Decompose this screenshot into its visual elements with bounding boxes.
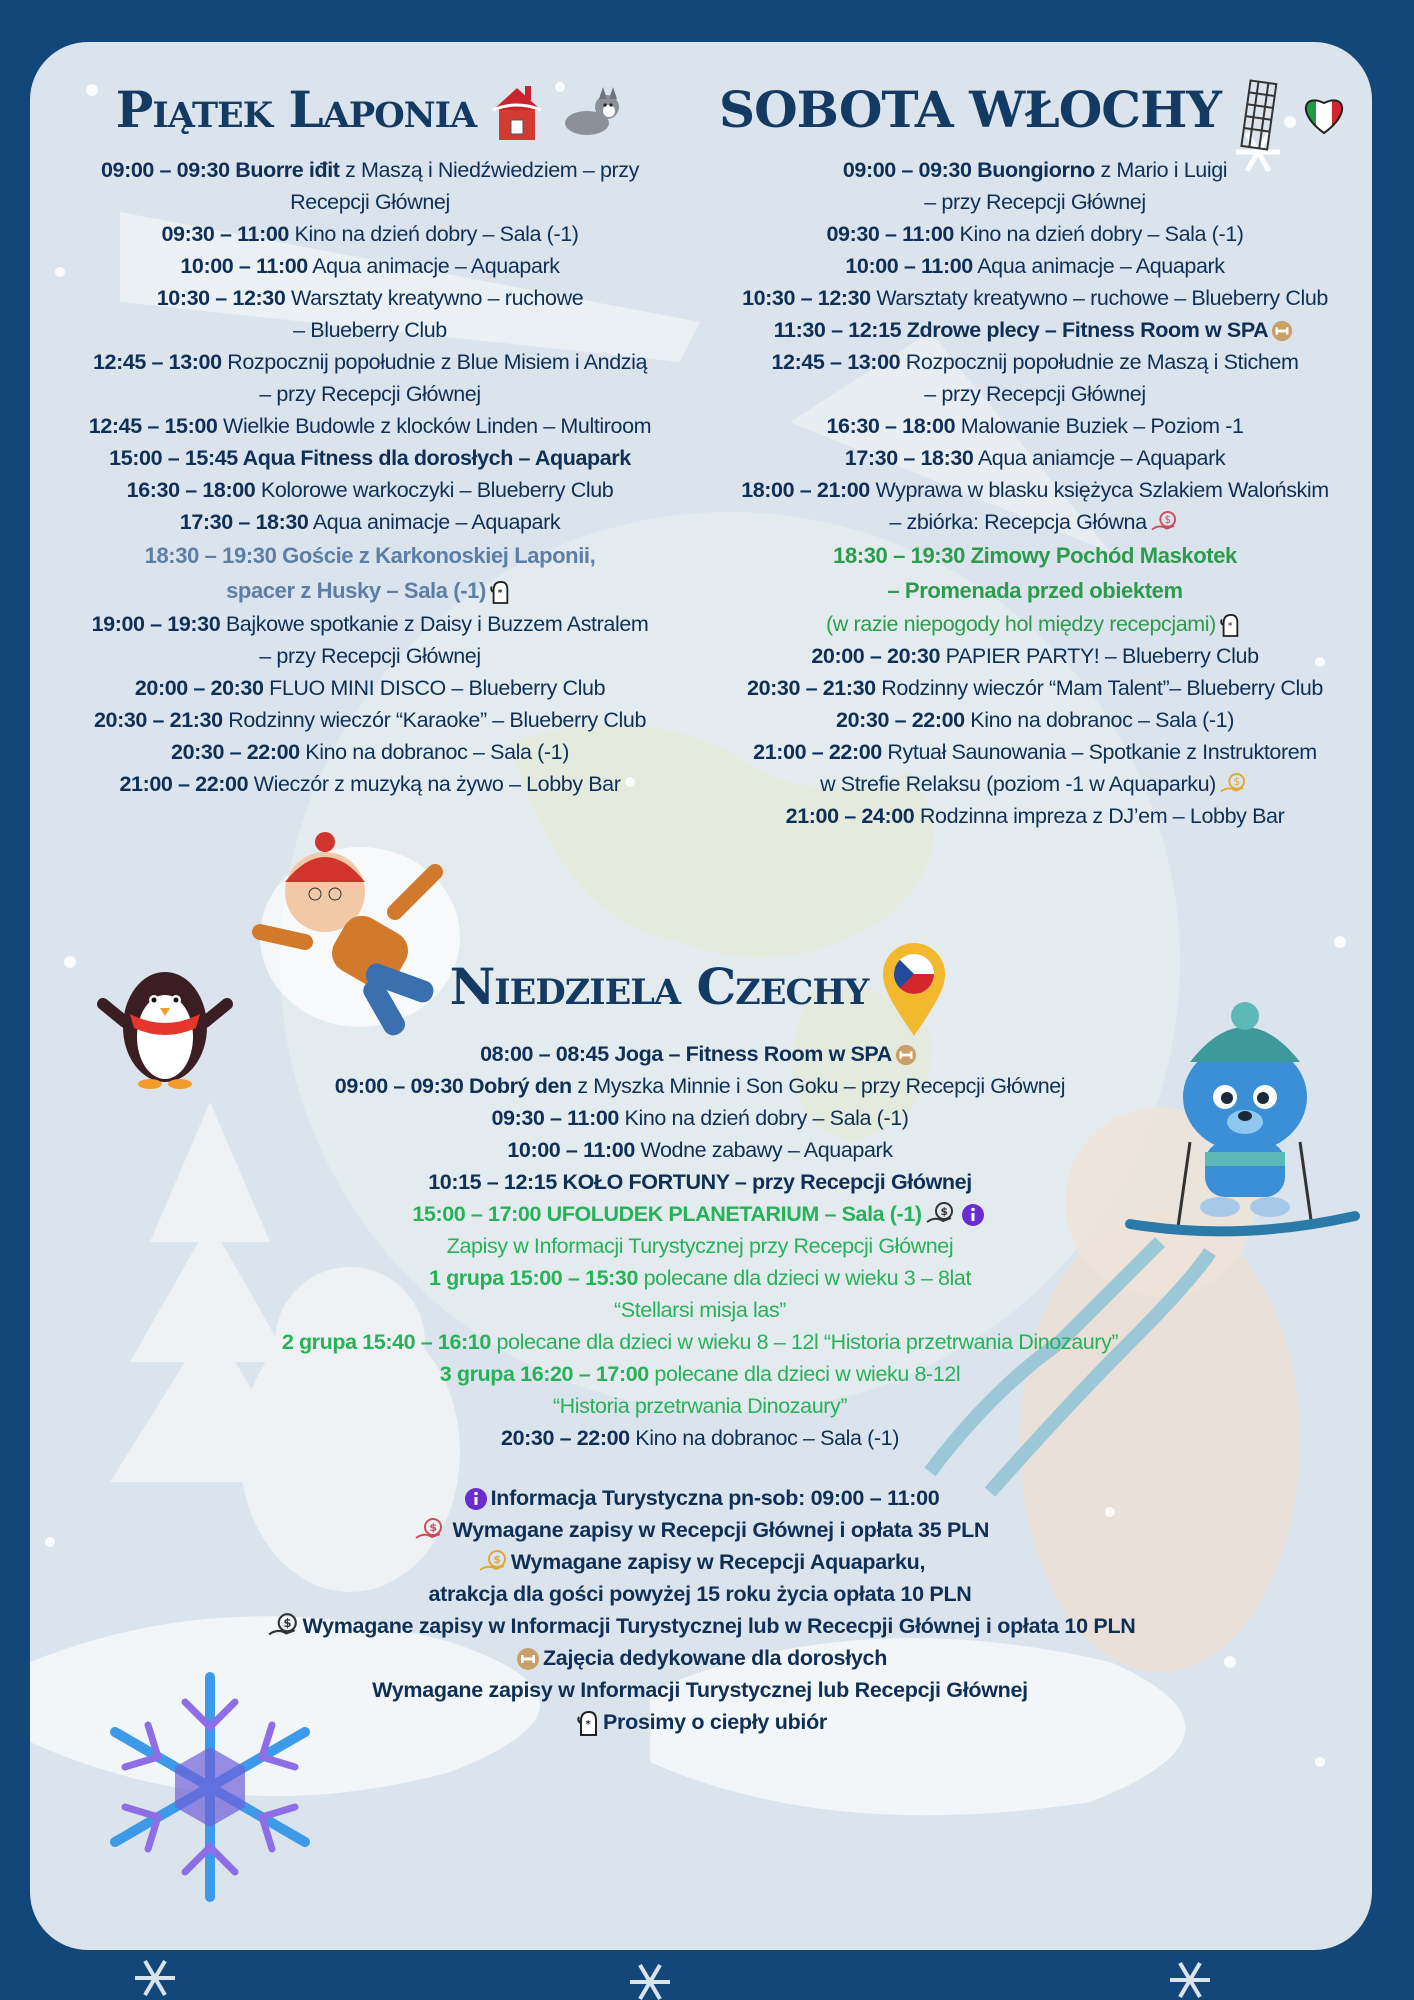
schedule-line	[705, 800, 1365, 832]
pay-hand-icon	[478, 1550, 508, 1576]
event-description: Aqua animacje – Aquapark	[308, 510, 561, 534]
parade-note-line: (w razie niepogody hol między recepcjami) *	[705, 608, 1365, 640]
special-event-line: spacer z Husky – Sala (-1) *	[40, 573, 700, 608]
husky-icon	[561, 87, 621, 139]
event-time: 10:00 – 11:00	[180, 254, 308, 278]
pisa-tower-icon	[1234, 74, 1284, 152]
event-description: PAPIER PARTY! – Blueberry Club	[940, 644, 1259, 668]
mitten-icon	[489, 579, 511, 605]
schedule-line	[40, 250, 700, 282]
event-time: 17:30 – 18:30	[179, 510, 309, 534]
event-description: Wyprawa w blasku księżyca Szlakiem Walońskim	[869, 478, 1329, 502]
schedule-line	[705, 410, 1365, 442]
pay-hand-icon	[1150, 511, 1178, 535]
svg-text:*: *	[585, 1719, 591, 1731]
event-description: Aqua aniamcje – Aquapark	[973, 446, 1226, 470]
legend-aqua: $ Wymagane zapisy w Recepcji Aquaparku,	[150, 1546, 1250, 1578]
friday-column	[40, 72, 700, 800]
schedule-line	[40, 346, 700, 378]
svg-text:$: $	[1233, 777, 1240, 789]
special-event-line: 18:30 – 19:30 Goście z Karkonoskiej Laponii,	[144, 543, 596, 568]
event-description: Rytuał Saunowania – Spotkanie z Instruktorem	[881, 740, 1317, 764]
planetarium-group-line	[210, 1358, 1190, 1390]
yoga-line: 08:00 – 08:45 Joga – Fitness Room w SPA	[210, 1038, 1190, 1070]
schedule-line	[705, 704, 1365, 736]
event-description: – Blueberry Club	[293, 318, 447, 342]
event-description: Kino na dobranoc – Sala (-1)	[964, 708, 1234, 732]
schedule-line	[40, 640, 700, 672]
event-description: Aqua animacje – Aquapark	[972, 254, 1225, 278]
event-description: polecane dla dzieci w wieku 8-12l	[648, 1362, 961, 1386]
legend-warm: * Prosimy o ciepły ubiór	[150, 1706, 1250, 1738]
planetarium-group-line	[210, 1262, 1190, 1294]
schedule-line	[40, 410, 700, 442]
meeting-point-line: – zbiórka: Recepcja Główna $	[705, 506, 1365, 538]
svg-text:$: $	[493, 1553, 501, 1567]
planetarium-group-line	[210, 1390, 1190, 1422]
svg-text:*: *	[497, 587, 503, 599]
czech-pin-icon	[881, 942, 947, 1038]
italy-heart-icon	[1300, 91, 1348, 135]
schedule-line	[40, 506, 700, 538]
schedule-line	[705, 154, 1365, 186]
schedule-line	[210, 1070, 1190, 1102]
event-time: 09:00 – 09:30 Buorre iđit	[100, 158, 340, 182]
schedule-line	[705, 672, 1365, 704]
svg-text:*: *	[1227, 620, 1233, 632]
schedule-line	[40, 314, 700, 346]
event-description: Warsztaty kreatywno – ruchowe – Blueberry Club	[870, 286, 1328, 310]
mitten-icon	[576, 1709, 600, 1737]
event-time: 12:45 – 13:00	[771, 350, 901, 374]
event-time: 09:00 – 09:30 Buongiorno	[842, 158, 1095, 182]
bottom-snowflakes	[0, 1950, 1414, 2000]
event-time: 20:30 – 22:00	[836, 708, 965, 732]
event-description: – przy Recepcji Głównej	[259, 644, 481, 668]
schedule-line	[705, 218, 1365, 250]
event-description: Rodzinny wieczór “Mam Talent”– Blueberry Club	[875, 676, 1323, 700]
sunday-column	[210, 942, 1190, 1454]
event-time: 10:00 – 11:00	[845, 254, 973, 278]
saturday-column	[705, 72, 1365, 832]
schedule-line	[705, 346, 1365, 378]
event-description: Rodzinna impreza z DJ’em – Lobby Bar	[914, 804, 1285, 828]
cottage-icon	[489, 82, 545, 144]
event-description: Aqua animacje – Aquapark	[307, 254, 560, 278]
wheel-of-fortune-line: 10:15 – 12:15 KOŁO FORTUNY – przy Recepcji Głównej	[428, 1170, 972, 1194]
event-description: Kino na dzień dobry – Sala (-1)	[953, 222, 1244, 246]
parade-line: – Promenada przed obiektem	[887, 578, 1183, 603]
event-description: Warsztaty kreatywno – ruchowe	[285, 286, 584, 310]
schedule-line	[210, 1422, 1190, 1454]
info-icon	[464, 1487, 488, 1511]
event-time: 16:30 – 18:00	[126, 478, 256, 502]
event-time: 16:30 – 18:00	[826, 414, 956, 438]
event-description: “Stellarsi misja las”	[614, 1298, 786, 1322]
schedule-line	[705, 736, 1365, 768]
pay-hand-icon	[1219, 773, 1247, 797]
event-time: 18:00 – 21:00	[741, 478, 870, 502]
event-description: Bajkowe spotkanie z Daisy i Buzzem Astralem	[220, 612, 649, 636]
event-time: 21:00 – 24:00	[785, 804, 915, 828]
pay-hand-icon	[414, 1518, 444, 1544]
svg-text:$: $	[283, 1616, 292, 1631]
info-icon	[961, 1203, 985, 1227]
event-time: 20:30 – 22:00	[501, 1426, 630, 1450]
event-description: Malowanie Buziek – Poziom -1	[955, 414, 1244, 438]
event-description: z Maszą i Niedźwiedziem – przy	[339, 158, 639, 182]
schedule-line	[40, 378, 700, 410]
event-time: 17:30 – 18:30	[844, 446, 974, 470]
event-time: 10:30 – 12:30	[156, 286, 286, 310]
event-description: Wielkie Budowle z klocków Linden – Multiroom	[217, 414, 652, 438]
schedule-line	[40, 768, 700, 800]
event-time: 20:00 – 20:30	[811, 644, 941, 668]
schedule-line	[40, 474, 700, 506]
event-time: 09:00 – 09:30 Dobrý den	[334, 1074, 572, 1098]
event-description: Kino na dobranoc – Sala (-1)	[299, 740, 569, 764]
event-description: Kino na dobranoc – Sala (-1)	[629, 1426, 899, 1450]
schedule-line	[40, 154, 700, 186]
sauna-location-line: w Strefie Relaksu (poziom -1 w Aquaparku) $	[705, 768, 1365, 800]
dumbbell-icon	[1271, 320, 1293, 342]
event-description: Kino na dzień dobry – Sala (-1)	[288, 222, 579, 246]
schedule-line	[705, 474, 1365, 506]
event-time: 12:45 – 13:00	[92, 350, 222, 374]
schedule-line	[210, 1102, 1190, 1134]
schedule-line	[210, 1134, 1190, 1166]
event-time: 20:30 – 22:00	[171, 740, 300, 764]
legend-adults: Zajęcia dedykowane dla dorosłych	[150, 1642, 1250, 1674]
event-time: 20:30 – 21:30	[747, 676, 876, 700]
sunday-title: Niedziela Czechy	[449, 957, 869, 1016]
event-description: Recepcji Głównej	[290, 190, 450, 214]
event-time: 19:00 – 19:30	[91, 612, 221, 636]
legend-adults-2: Wymagane zapisy w Informacji Turystycznej lub Recepcji Głównej	[372, 1678, 1028, 1702]
event-description: polecane dla dzieci w wieku 8 – 12l “Historia przetrwania Dinozaury”	[490, 1330, 1119, 1354]
legend-pay35: $ Wymagane zapisy w Recepcji Głównej i opłata 35 PLN	[150, 1514, 1250, 1546]
schedule-line	[705, 378, 1365, 410]
event-time: 09:30 – 11:00	[161, 222, 289, 246]
dumbbell-icon	[516, 1647, 540, 1671]
event-time: 10:00 – 11:00	[507, 1138, 635, 1162]
event-time: 15:00 – 15:45 Aqua Fitness dla dorosłych – Aquapark	[109, 446, 631, 470]
event-description: “Historia przetrwania Dinozaury”	[552, 1394, 848, 1418]
event-description: – przy Recepcji Głównej	[924, 190, 1146, 214]
schedule-line	[40, 186, 700, 218]
schedule-line	[40, 608, 700, 640]
schedule-line	[705, 640, 1365, 672]
spa-event-line: 11:30 – 12:15 Zdrowe plecy – Fitness Room w SPA	[705, 314, 1365, 346]
event-description: Rozpocznij popołudnie ze Maszą i Stichem	[900, 350, 1299, 374]
schedule-line	[40, 442, 700, 474]
event-description: Rodzinny wieczór “Karaoke” – Blueberry Club	[222, 708, 647, 732]
event-description: – przy Recepcji Głównej	[259, 382, 481, 406]
mitten-icon	[1219, 612, 1241, 638]
pay-hand-icon	[267, 1613, 299, 1641]
event-time: 1 grupa 15:00 – 15:30	[428, 1266, 639, 1290]
event-description: Rozpocznij popołudnie z Blue Misiem i Andzią	[221, 350, 648, 374]
friday-title: Piątek Laponia	[115, 80, 477, 139]
schedule-line	[40, 282, 700, 314]
event-time: 10:30 – 12:30	[742, 286, 871, 310]
pay-hand-icon	[925, 1202, 955, 1228]
event-time: 3 grupa 16:20 – 17:00	[439, 1362, 649, 1386]
event-description: Kino na dzień dobry – Sala (-1)	[618, 1106, 909, 1130]
svg-text:$: $	[940, 1205, 948, 1219]
event-description: z Mario i Luigi	[1094, 158, 1228, 182]
planetarium-group-line	[210, 1326, 1190, 1358]
schedule-line	[40, 704, 700, 736]
schedule-line	[40, 672, 700, 704]
svg-text:$: $	[429, 1521, 437, 1535]
event-description: polecane dla dzieci w wieku 3 – 8lat	[638, 1266, 972, 1290]
event-time: 09:30 – 11:00	[826, 222, 954, 246]
schedule-line	[705, 442, 1365, 474]
schedule-panel	[30, 42, 1372, 1950]
event-time: 09:30 – 11:00	[491, 1106, 619, 1130]
event-description: – przy Recepcji Głównej	[924, 382, 1146, 406]
schedule-line	[705, 250, 1365, 282]
event-description: Kolorowe warkoczyki – Blueberry Club	[255, 478, 614, 502]
event-time: 12:45 – 15:00	[88, 414, 218, 438]
event-description: z Myszka Minnie i Son Goku – przy Recepcji Głównej	[571, 1074, 1066, 1098]
parade-line: 18:30 – 19:30 Zimowy Pochód Maskotek	[833, 543, 1237, 568]
schedule-line	[705, 282, 1365, 314]
planetarium-line: 15:00 – 17:00 UFOLUDEK PLANETARIUM – Sala (-1) $	[210, 1198, 1190, 1230]
event-time: 21:00 – 22:00	[119, 772, 249, 796]
event-time: 20:00 – 20:30	[134, 676, 264, 700]
schedule-line	[705, 186, 1365, 218]
legend-aqua-2: atrakcja dla gości powyżej 15 roku życia opłata 10 PLN	[428, 1582, 972, 1606]
event-time: 21:00 – 22:00	[753, 740, 882, 764]
saturday-title: SOBOTA WŁOCHY	[718, 80, 1221, 139]
event-time: 2 grupa 15:40 – 16:10	[281, 1330, 491, 1354]
schedule-line	[40, 218, 700, 250]
legend-info: Informacja Turystyczna pn-sob: 09:00 – 11:00	[150, 1482, 1250, 1514]
dumbbell-icon	[895, 1044, 917, 1066]
svg-text:$: $	[1164, 515, 1171, 527]
registration-note-line: Zapisy w Informacji Turystycznej przy Recepcji Głównej	[446, 1234, 954, 1258]
legend-pay10: $ Wymagane zapisy w Informacji Turystycznej lub w Rececpji Głównej i opłata 10 PLN	[150, 1610, 1250, 1642]
planetarium-group-line	[210, 1294, 1190, 1326]
event-description: FLUO MINI DISCO – Blueberry Club	[263, 676, 606, 700]
event-time: 20:30 – 21:30	[93, 708, 223, 732]
schedule-line	[40, 736, 700, 768]
legend	[150, 1482, 1250, 1738]
event-description: Wodne zabawy – Aquapark	[634, 1138, 893, 1162]
event-description: Wieczór z muzyką na żywo – Lobby Bar	[248, 772, 621, 796]
